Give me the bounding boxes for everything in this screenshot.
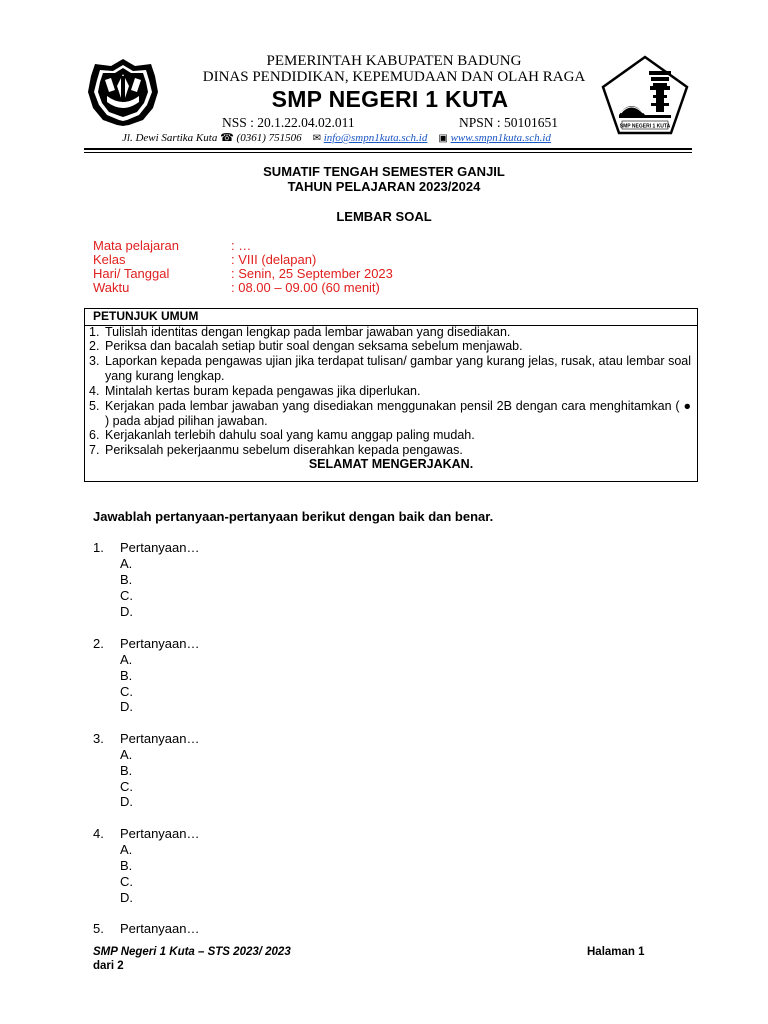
option-d: D. <box>120 794 133 809</box>
question-text: Pertanyaan… <box>120 731 200 746</box>
instruction-item <box>89 354 691 384</box>
phone-text: (0361) 751506 <box>236 132 302 144</box>
instruction-number: 5. <box>89 399 100 413</box>
option-d: D. <box>120 890 133 905</box>
option-c: C. <box>120 874 133 889</box>
computer-icon: ▣ <box>438 133 448 144</box>
option-a: A. <box>120 556 133 571</box>
option-b: B. <box>120 668 133 683</box>
question-number: 5. <box>93 921 104 936</box>
instruction-number: 3. <box>89 354 100 368</box>
info-value-class: : VIII (delapan) <box>231 252 317 267</box>
instructions-box <box>84 308 698 482</box>
email-link[interactable]: info@smpn1kuta.sch.id <box>323 132 428 144</box>
academic-year: TAHUN PELAJARAN 2023/2024 <box>287 179 481 194</box>
letterhead-nss: NSS : 20.1.22.04.02.011 <box>222 115 355 130</box>
letterhead-rule-thick <box>84 148 692 150</box>
phone-icon: ☎ <box>220 132 234 144</box>
address-text: Jl. Dewi Sartika Kuta <box>122 132 218 144</box>
instruction-text: Tulislah identitas dengan lengkap pada lembar jawaban yang disediakan. <box>105 325 511 339</box>
info-value-subject: : … <box>231 238 252 253</box>
instruction-number: 7. <box>89 443 100 457</box>
instructions-closing: SELAMAT MENGERJAKAN. <box>308 457 474 471</box>
instruction-item <box>89 443 691 458</box>
website-link[interactable]: www.smpn1kuta.sch.id <box>450 132 551 144</box>
footer-page-total: dari 2 <box>93 960 124 972</box>
option-b: B. <box>120 763 133 778</box>
instruction-text: Periksalah pekerjaanmu sebelum diserahkan kepada pengawas. <box>105 443 463 457</box>
option-d: D. <box>120 604 133 619</box>
emblem-caption: SMP NEGERI 1 KUTA <box>619 123 671 130</box>
option-b: B. <box>120 572 133 587</box>
instructions-heading: PETUNJUK UMUM <box>93 309 199 323</box>
instruction-text: Kerjakan pada lembar jawaban yang disediakan menggunakan pensil 2B dengan cara menghitamkan ( ● ) pada abjad pilihan jawaban. <box>105 399 691 428</box>
exam-title: SUMATIF TENGAH SEMESTER GANJIL <box>263 164 505 179</box>
info-label-class: Kelas <box>93 252 126 267</box>
instruction-number: 1. <box>89 325 100 339</box>
info-label-subject: Mata pelajaran <box>93 238 179 253</box>
letterhead-contact <box>122 131 551 144</box>
instruction-text: Kerjakanlah terlebih dahulu soal yang kamu anggap paling mudah. <box>105 428 475 442</box>
footer-page: Halaman 1 <box>587 946 645 958</box>
option-b: B. <box>120 858 133 873</box>
letterhead-rule-thin <box>84 152 692 153</box>
instruction-item <box>89 325 691 340</box>
instruction-text: Mintalah kertas buram kepada pengawas jika diperlukan. <box>105 384 421 398</box>
option-c: C. <box>120 779 133 794</box>
instruction-item <box>89 399 691 429</box>
question-number: 2. <box>93 636 104 651</box>
letterhead-npsn: NPSN : 50101651 <box>459 115 559 130</box>
info-value-time: : 08.00 – 09.00 (60 menit) <box>231 280 380 295</box>
question-number: 4. <box>93 826 104 841</box>
instruction-item <box>89 339 691 354</box>
question-text: Pertanyaan… <box>120 540 200 555</box>
option-a: A. <box>120 842 133 857</box>
instruction-text: Laporkan kepada pengawas ujian jika terdapat tulisan/ gambar yang kurang jelas, rusak, atau lembar soal yang kurang lengkap. <box>105 354 691 383</box>
questions-intro: Jawablah pertanyaan-pertanyaan berikut dengan baik dan benar. <box>93 509 494 524</box>
instructions-header <box>85 309 697 326</box>
instruction-item <box>89 428 691 443</box>
option-d: D. <box>120 699 133 714</box>
info-label-date: Hari/ Tanggal <box>93 266 170 281</box>
info-label-time: Waktu <box>93 280 130 295</box>
footer-school-exam: SMP Negeri 1 Kuta – STS 2023/ 2023 <box>93 946 291 958</box>
option-a: A. <box>120 747 133 762</box>
question-text: Pertanyaan… <box>120 826 200 841</box>
option-a: A. <box>120 652 133 667</box>
instruction-text: Periksa dan bacalah setiap butir soal dengan seksama sebelum menjawab. <box>105 339 523 353</box>
letterhead-school-name: SMP NEGERI 1 KUTA <box>271 86 509 112</box>
instruction-item <box>89 384 691 399</box>
question-text: Pertanyaan… <box>120 636 200 651</box>
sheet-title: LEMBAR SOAL <box>336 209 432 224</box>
instruction-number: 4. <box>89 384 100 398</box>
email-icon: ✉ <box>312 133 321 144</box>
letterhead-department: DINAS PENDIDIKAN, KEPEMUDAAN DAN OLAH RAGA <box>202 69 586 85</box>
letterhead-government: PEMERINTAH KABUPATEN BADUNG <box>266 53 522 69</box>
question-number: 1. <box>93 540 104 555</box>
question-number: 3. <box>93 731 104 746</box>
option-c: C. <box>120 588 133 603</box>
question-text: Pertanyaan… <box>120 921 200 936</box>
option-c: C. <box>120 684 133 699</box>
instruction-number: 6. <box>89 428 100 442</box>
info-value-date: : Senin, 25 September 2023 <box>231 266 393 281</box>
instruction-number: 2. <box>89 339 100 353</box>
